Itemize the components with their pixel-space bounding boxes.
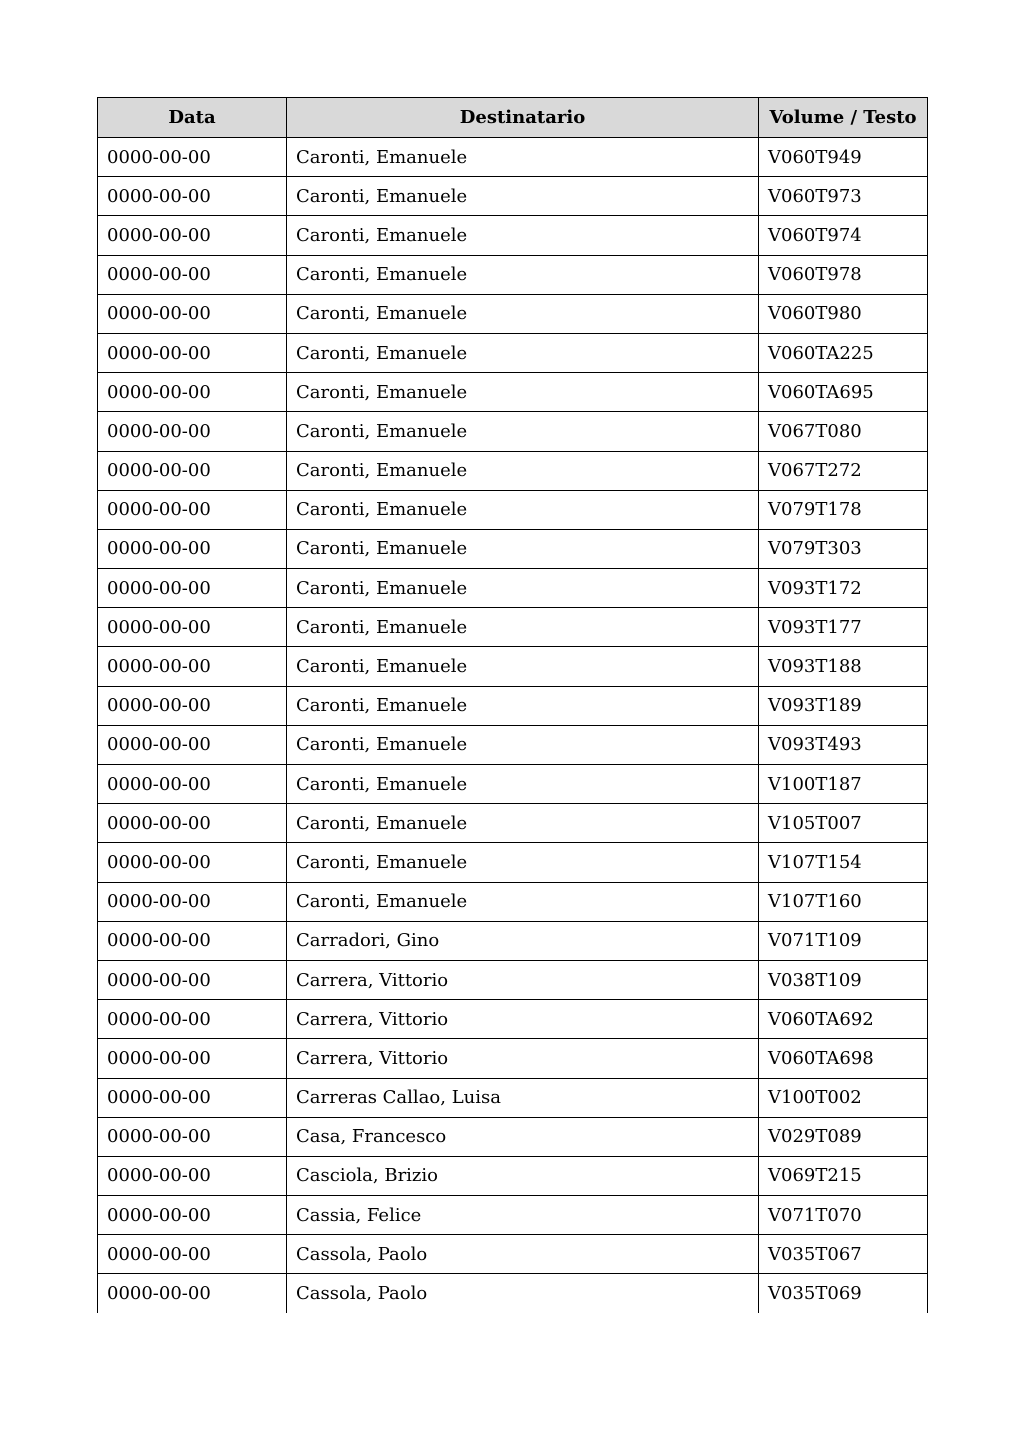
- table-row: [98, 1235, 928, 1274]
- table-row: [98, 451, 928, 490]
- volume-text-cell: V060T974: [759, 216, 928, 255]
- date-cell: 0000-00-00: [98, 216, 287, 255]
- date-cell: 0000-00-00: [98, 765, 287, 804]
- date-cell: 0000-00-00: [98, 1039, 287, 1078]
- date-cell: 0000-00-00: [98, 451, 287, 490]
- volume-text-cell: V093T493: [759, 725, 928, 764]
- date-cell: 0000-00-00: [98, 177, 287, 216]
- date-cell: 0000-00-00: [98, 843, 287, 882]
- volume-text-cell: V060T980: [759, 294, 928, 333]
- date-cell: 0000-00-00: [98, 529, 287, 568]
- date-cell: 0000-00-00: [98, 373, 287, 412]
- recipient-cell: Caronti, Emanuele: [287, 373, 759, 412]
- recipient-cell: Caronti, Emanuele: [287, 177, 759, 216]
- table-row: [98, 1274, 928, 1313]
- date-cell: 0000-00-00: [98, 921, 287, 960]
- table-row: [98, 490, 928, 529]
- date-cell: 0000-00-00: [98, 960, 287, 999]
- table-row: [98, 686, 928, 725]
- table-row: [98, 921, 928, 960]
- table-row: [98, 1039, 928, 1078]
- recipient-cell: Caronti, Emanuele: [287, 294, 759, 333]
- volume-text-cell: V100T187: [759, 765, 928, 804]
- date-cell: 0000-00-00: [98, 569, 287, 608]
- recipient-cell: Casa, Francesco: [287, 1117, 759, 1156]
- table-row: [98, 960, 928, 999]
- date-cell: 0000-00-00: [98, 1117, 287, 1156]
- volume-text-cell: V093T177: [759, 608, 928, 647]
- date-cell: 0000-00-00: [98, 1274, 287, 1313]
- table-row: [98, 177, 928, 216]
- date-cell: 0000-00-00: [98, 138, 287, 177]
- date-cell: 0000-00-00: [98, 333, 287, 372]
- table-row: [98, 647, 928, 686]
- recipient-cell: Casciola, Brizio: [287, 1156, 759, 1195]
- date-cell: 0000-00-00: [98, 882, 287, 921]
- table-row: [98, 294, 928, 333]
- recipient-cell: Caronti, Emanuele: [287, 765, 759, 804]
- date-cell: 0000-00-00: [98, 1078, 287, 1117]
- recipient-cell: Caronti, Emanuele: [287, 333, 759, 372]
- recipient-cell: Caronti, Emanuele: [287, 804, 759, 843]
- table-row: [98, 1156, 928, 1195]
- header-row: [98, 98, 928, 138]
- volume-text-cell: V060TA695: [759, 373, 928, 412]
- recipient-cell: Caronti, Emanuele: [287, 255, 759, 294]
- volume-text-cell: V060TA698: [759, 1039, 928, 1078]
- recipient-cell: Caronti, Emanuele: [287, 451, 759, 490]
- volume-text-cell: V060TA692: [759, 1000, 928, 1039]
- table-body: [98, 138, 928, 1314]
- column-header-destinatario: Destinatario: [287, 98, 759, 138]
- recipient-cell: Caronti, Emanuele: [287, 608, 759, 647]
- table-row: [98, 882, 928, 921]
- table-row: [98, 569, 928, 608]
- recipient-cell: Caronti, Emanuele: [287, 412, 759, 451]
- volume-text-cell: V069T215: [759, 1156, 928, 1195]
- volume-text-cell: V060T978: [759, 255, 928, 294]
- date-cell: 0000-00-00: [98, 608, 287, 647]
- date-cell: 0000-00-00: [98, 647, 287, 686]
- recipient-cell: Carrera, Vittorio: [287, 1039, 759, 1078]
- volume-text-cell: V067T272: [759, 451, 928, 490]
- volume-text-cell: V067T080: [759, 412, 928, 451]
- recipient-cell: Caronti, Emanuele: [287, 843, 759, 882]
- recipient-cell: Caronti, Emanuele: [287, 529, 759, 568]
- table-row: [98, 1000, 928, 1039]
- date-cell: 0000-00-00: [98, 804, 287, 843]
- recipient-cell: Carradori, Gino: [287, 921, 759, 960]
- recipient-cell: Caronti, Emanuele: [287, 569, 759, 608]
- recipient-cell: Carrera, Vittorio: [287, 1000, 759, 1039]
- table-row: [98, 255, 928, 294]
- table-row: [98, 804, 928, 843]
- table-row: [98, 1117, 928, 1156]
- column-header-data: Data: [98, 98, 287, 138]
- recipient-cell: Caronti, Emanuele: [287, 647, 759, 686]
- volume-text-cell: V060T949: [759, 138, 928, 177]
- volume-text-cell: V060TA225: [759, 333, 928, 372]
- volume-text-cell: V107T160: [759, 882, 928, 921]
- volume-text-cell: V093T172: [759, 569, 928, 608]
- volume-text-cell: V035T067: [759, 1235, 928, 1274]
- date-cell: 0000-00-00: [98, 490, 287, 529]
- table-row: [98, 1078, 928, 1117]
- volume-text-cell: V071T070: [759, 1196, 928, 1235]
- volume-text-cell: V035T069: [759, 1274, 928, 1313]
- table-row: [98, 216, 928, 255]
- table-row: [98, 138, 928, 177]
- date-cell: 0000-00-00: [98, 1196, 287, 1235]
- recipient-cell: Cassola, Paolo: [287, 1235, 759, 1274]
- recipient-cell: Cassia, Felice: [287, 1196, 759, 1235]
- volume-text-cell: V038T109: [759, 960, 928, 999]
- volume-text-cell: V071T109: [759, 921, 928, 960]
- table-row: [98, 333, 928, 372]
- table-row: [98, 765, 928, 804]
- table-row: [98, 608, 928, 647]
- date-cell: 0000-00-00: [98, 412, 287, 451]
- table-row: [98, 1196, 928, 1235]
- table-header: [98, 98, 928, 138]
- volume-text-cell: V060T973: [759, 177, 928, 216]
- recipient-cell: Carreras Callao, Luisa: [287, 1078, 759, 1117]
- volume-text-cell: V093T188: [759, 647, 928, 686]
- column-header-volume-testo: Volume / Testo: [759, 98, 928, 138]
- volume-text-cell: V079T303: [759, 529, 928, 568]
- recipient-cell: Caronti, Emanuele: [287, 725, 759, 764]
- recipient-cell: Caronti, Emanuele: [287, 882, 759, 921]
- volume-text-cell: V107T154: [759, 843, 928, 882]
- date-cell: 0000-00-00: [98, 1156, 287, 1195]
- recipient-cell: Caronti, Emanuele: [287, 216, 759, 255]
- date-cell: 0000-00-00: [98, 255, 287, 294]
- date-cell: 0000-00-00: [98, 294, 287, 333]
- volume-text-cell: V093T189: [759, 686, 928, 725]
- volume-text-cell: V105T007: [759, 804, 928, 843]
- letters-table: [97, 97, 928, 1313]
- recipient-cell: Caronti, Emanuele: [287, 686, 759, 725]
- recipient-cell: Caronti, Emanuele: [287, 490, 759, 529]
- volume-text-cell: V029T089: [759, 1117, 928, 1156]
- table-row: [98, 843, 928, 882]
- volume-text-cell: V079T178: [759, 490, 928, 529]
- date-cell: 0000-00-00: [98, 725, 287, 764]
- date-cell: 0000-00-00: [98, 686, 287, 725]
- table-row: [98, 529, 928, 568]
- table-row: [98, 412, 928, 451]
- table-row: [98, 725, 928, 764]
- recipient-cell: Cassola, Paolo: [287, 1274, 759, 1313]
- recipient-cell: Carrera, Vittorio: [287, 960, 759, 999]
- date-cell: 0000-00-00: [98, 1235, 287, 1274]
- volume-text-cell: V100T002: [759, 1078, 928, 1117]
- date-cell: 0000-00-00: [98, 1000, 287, 1039]
- recipient-cell: Caronti, Emanuele: [287, 138, 759, 177]
- table-row: [98, 373, 928, 412]
